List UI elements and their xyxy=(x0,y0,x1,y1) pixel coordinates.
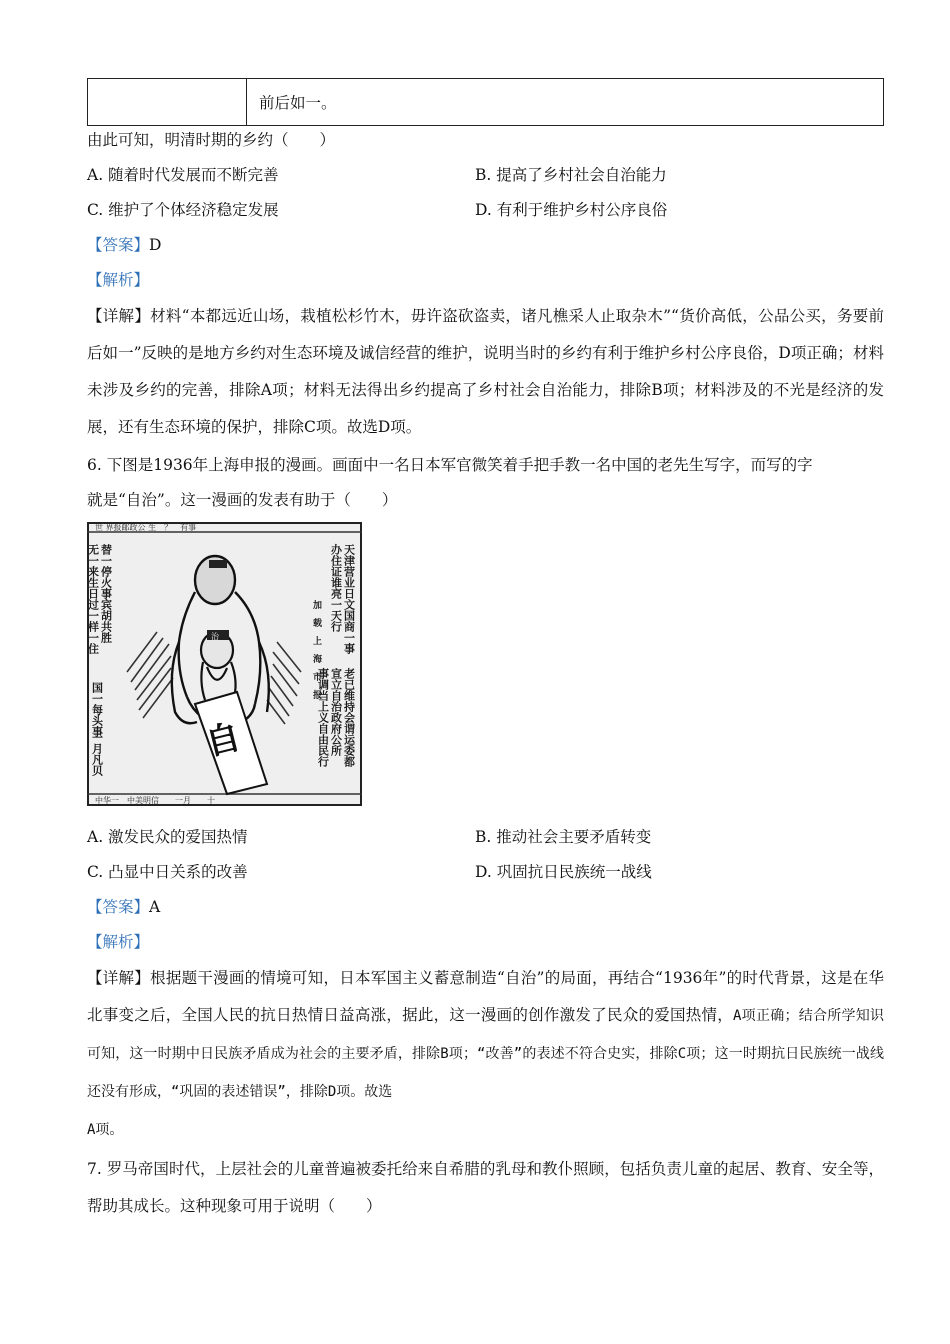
detail-tag: 【详解】 xyxy=(87,307,151,325)
q5-option-d: D. 有利于维护乡村公序良俗 xyxy=(475,201,668,219)
q6-option-a: A. 激发民众的爱国热情 xyxy=(87,828,248,846)
cartoon-left-col-2: 替一停火事宾胡共胜 xyxy=(99,544,113,643)
material-table-fragment xyxy=(87,78,884,126)
q6-stem-line2: 就是“自治”。这一漫画的发表有助于（ ） xyxy=(87,491,398,509)
q5-stem: 由此可知，明清时期的乡约（ ） xyxy=(87,131,336,149)
q6-stem-line1: 6. 下图是1936年上海申报的漫画。画面中一名日本军官微笑着手把手教一名中国的老先生写字，而写的字 xyxy=(87,456,813,474)
cartoon-right-col-2: 办住证谁亮一天行 xyxy=(329,544,343,632)
q6-detail xyxy=(87,960,884,1149)
q6-option-b: B. 推动社会主要矛盾转变 xyxy=(475,828,652,846)
cartoon-top-strip: 世 界报邮政公 生 ？ 有事 xyxy=(95,523,197,532)
cartoon-left-col-1: 无一来生日过一样一住 xyxy=(87,544,100,654)
q6-option-d: D. 巩固抗日民族统一战线 xyxy=(475,863,652,881)
q6-options-row1 xyxy=(87,820,884,855)
q5-answer xyxy=(87,228,884,263)
table-cell-empty xyxy=(88,79,247,126)
q6-detail-text-3: A项。 xyxy=(87,1122,124,1138)
q5-options-row2 xyxy=(87,193,884,228)
table-cell-text: 前后如一。 xyxy=(247,79,884,126)
q5-detail-text: 材料“本都远近山场，栽植松杉竹木，毋许盗砍盗卖，诸凡樵采人止取杂木”“货价高低，公品公买，务要前后如一”反映的是地方乡约对生态环境及诚信经营的维护，说明当时的乡约有利于维护乡村公序良俗，D项正确；材料未涉及乡约的完善，排除A项；材料无法得出乡约提高了乡村社会自治能力，排除B项；材料涉及的不光是经济的发展，还有生态环境的保护，排除C项。故选D项。 xyxy=(87,307,884,436)
q5-options-row1 xyxy=(87,158,884,193)
q6-options-row2 xyxy=(87,855,884,890)
answer-tag: 【答案】 xyxy=(87,236,150,254)
answer-tag: 【答案】 xyxy=(87,898,150,916)
cartoon-right-col-5: 宣立自治政府公所 xyxy=(329,668,343,756)
cartoon-right-col-1: 天津营业日文国商一事 xyxy=(342,544,356,654)
cartoon-bottom-strip: 中华一 中美明信 一月 十 xyxy=(95,796,215,805)
q5-option-c: C. 维护了个体经济稳定发展 xyxy=(87,201,279,219)
cap-char: 治 xyxy=(211,632,219,641)
document-page xyxy=(87,78,884,1225)
q6-detail-text-1: 根据题干漫画的情境可知，日本军国主义蓄意制造“自治”的局面，再结合“1936年”的时代背景，这是在华北事变之后，全国人民的抗日热情日益高涨，据此，这一漫画的创作激发了民众的爱国热情， xyxy=(87,969,884,1024)
q5-option-b: B. 提高了乡村社会自治能力 xyxy=(475,166,667,184)
cartoon-right-col-6: 事调当上义自由民行 xyxy=(316,668,330,767)
q5-analysis-tag: 【解析】 xyxy=(87,271,150,289)
q6-answer-value: A xyxy=(149,898,161,916)
cartoon-right-col-4: 老已维持会谓运委都 xyxy=(342,668,356,767)
officer-glasses xyxy=(209,560,227,568)
q7-stem: 7. 罗马帝国时代，上层社会的儿童普遍被委托给来自希腊的乳母和教仆照顾，包括负责儿童的起居、教育、安全等，帮助其成长。这种现象可用于说明（ ） xyxy=(87,1160,884,1215)
q5-option-a: A. 随着时代发展而不断完善 xyxy=(87,166,279,184)
cartoon-left-col-3: 国一每头事 xyxy=(90,682,104,737)
cartoon-right-col-3: 加 载 上 海 市 报 xyxy=(311,600,321,699)
cartoon-image xyxy=(87,522,362,806)
scroll-character: 自 xyxy=(201,716,245,764)
detail-tag: 【详解】 xyxy=(87,969,151,987)
q6-analysis-tag: 【解析】 xyxy=(87,933,150,951)
q6-option-c: C. 凸显中日关系的改善 xyxy=(87,863,248,881)
cartoon-left-col-4: 一月凡贝 xyxy=(90,732,104,776)
q5-answer-value: D xyxy=(149,236,162,254)
q6-detail-text-2: A项正确；结合所学知识可知，这一时期中日民族矛盾成为社会的主要矛盾，排除B项；“改善”的表述不符合史实，排除C项；这一时期抗日民族统一战线还没有形成，“巩固的表述错误”，排除D项。故选 xyxy=(87,1008,884,1100)
q6-answer xyxy=(87,890,884,925)
q5-detail xyxy=(87,298,884,446)
